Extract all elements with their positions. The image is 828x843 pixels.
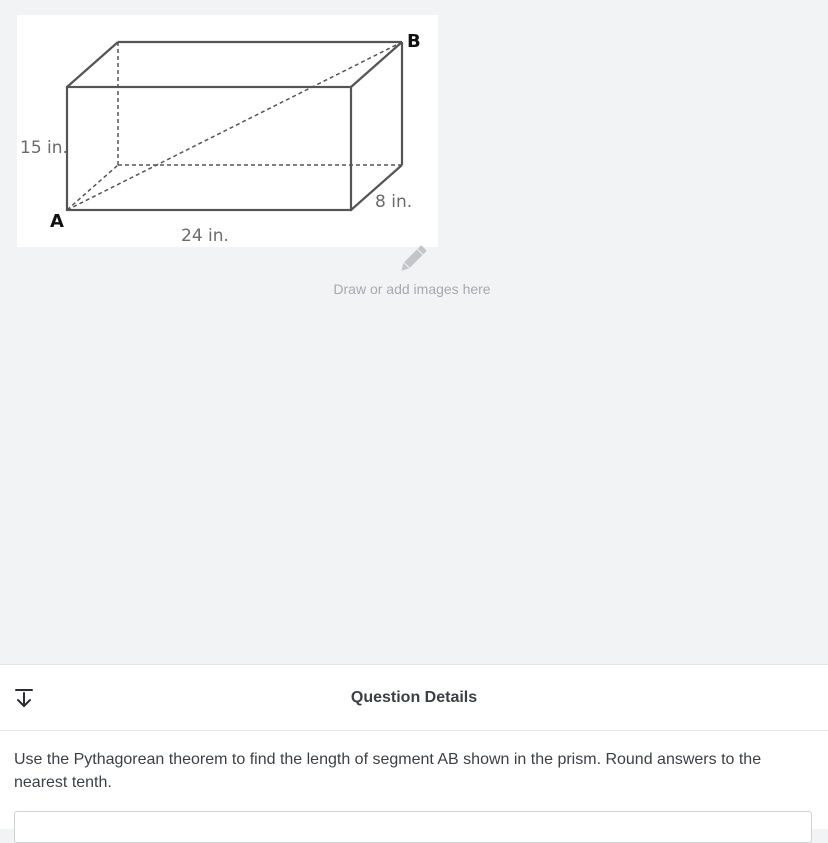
depth-label: 8 in. (375, 192, 413, 212)
height-label: 15 in. (20, 138, 68, 158)
prism-figure (17, 15, 438, 247)
answer-input[interactable] (14, 811, 812, 843)
edge-top-left (67, 42, 118, 87)
details-title: Question Details (350, 689, 478, 706)
length-label: 24 in. (181, 226, 229, 246)
question-text: Use the Pythagorean theorem to find the length of segment AB shown in the prism. Round answers to the nearest tenth. (14, 751, 762, 791)
pencil-icon (395, 243, 429, 277)
draw-hint[interactable] (312, 243, 512, 297)
prism-diagram (17, 15, 438, 247)
vertex-b-label: B (407, 31, 421, 52)
vertex-a-label: A (50, 211, 64, 232)
details-header (0, 665, 828, 731)
hidden-edge-depth (67, 165, 118, 210)
question-details-panel (0, 664, 828, 829)
draw-hint-text: Draw or add images here (333, 281, 491, 297)
front-face (67, 87, 351, 210)
